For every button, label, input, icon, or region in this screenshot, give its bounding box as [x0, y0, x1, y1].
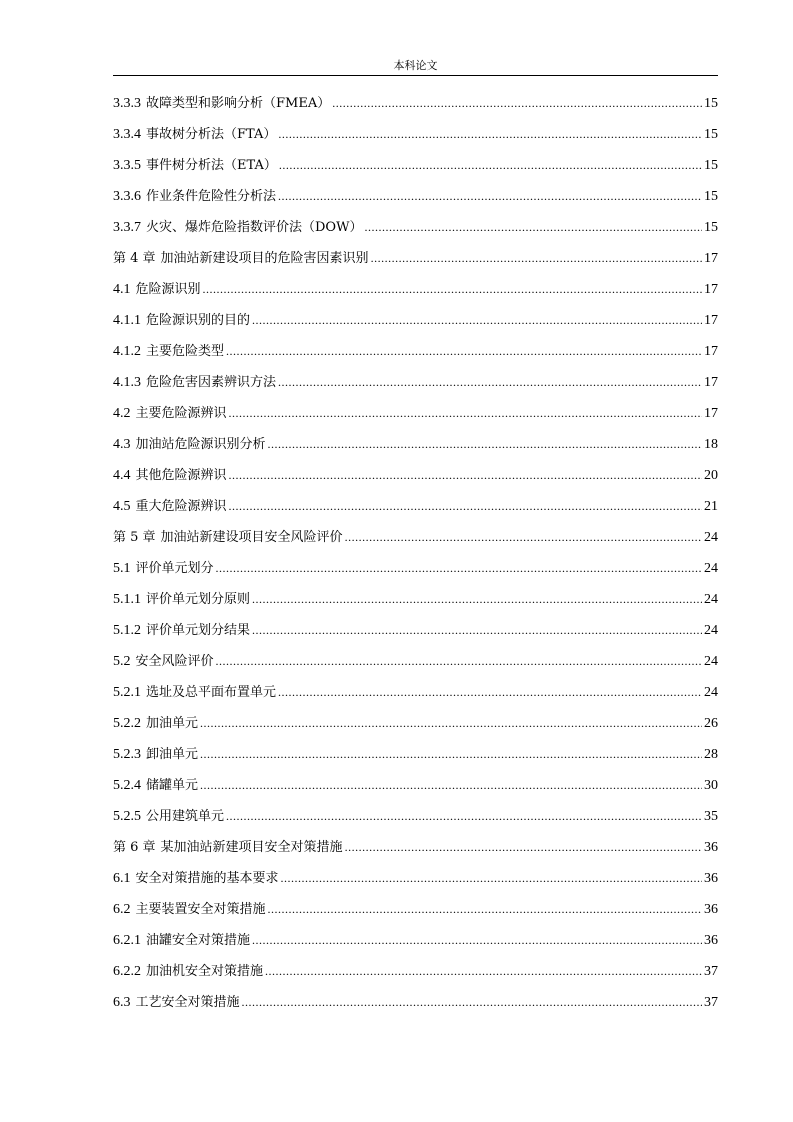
toc-entry-title: 作业条件危险性分析法 — [146, 189, 277, 204]
toc-leader-dots — [200, 708, 702, 739]
toc-leader-dots — [226, 801, 702, 832]
toc-entry-title: 其他危险源辨识 — [135, 468, 227, 483]
toc-entry-number: 第 4 章 — [113, 251, 156, 266]
toc-entry-title: 主要危险源辨识 — [135, 406, 227, 421]
toc-entry-page: 36 — [704, 902, 718, 917]
toc-entry-page: 28 — [704, 747, 718, 762]
toc-entry-title: 加油机安全对策措施 — [146, 964, 264, 979]
toc-entry-page: 17 — [704, 406, 718, 421]
toc-entry-page: 30 — [704, 778, 718, 793]
toc-entry-number: 4.2 — [113, 406, 131, 421]
toc-entry-page: 26 — [704, 716, 718, 731]
toc-leader-dots — [229, 460, 702, 491]
toc-entry[interactable] — [113, 429, 718, 460]
toc-entry[interactable] — [113, 646, 718, 677]
toc-entry-number: 3.3.6 — [113, 189, 141, 204]
toc-leader-dots — [278, 367, 702, 398]
toc-leader-dots — [268, 429, 702, 460]
toc-entry[interactable] — [113, 894, 718, 925]
toc-leader-dots — [216, 553, 702, 584]
toc-entry[interactable] — [113, 212, 718, 243]
toc-entry-number: 4.3 — [113, 437, 131, 452]
toc-entry-page: 17 — [704, 344, 718, 359]
toc-entry-page: 35 — [704, 809, 718, 824]
toc-entry-page: 15 — [704, 189, 718, 204]
toc-leader-dots — [216, 646, 702, 677]
toc-entry-page: 37 — [704, 964, 718, 979]
toc-entry-title: 火灾、爆炸危险指数评价法（DOW） — [146, 220, 363, 235]
toc-entry[interactable] — [113, 398, 718, 429]
page-header: 本科论文 — [393, 59, 438, 72]
toc-entry-number: 5.1.2 — [113, 623, 141, 638]
toc-entry[interactable] — [113, 150, 718, 181]
toc-entry-page: 15 — [704, 220, 718, 235]
toc-entry-number: 4.1.1 — [113, 313, 141, 328]
toc-entry[interactable] — [113, 274, 718, 305]
toc-entry[interactable] — [113, 956, 718, 987]
toc-entry-title: 卸油单元 — [146, 747, 199, 762]
toc-entry-page: 24 — [704, 623, 718, 638]
toc-entry[interactable] — [113, 491, 718, 522]
toc-entry-title: 主要装置安全对策措施 — [135, 902, 266, 917]
toc-entry[interactable] — [113, 770, 718, 801]
toc-entry-title: 某加油站新建项目安全对策措施 — [160, 840, 343, 855]
toc-entry-number: 5.2 — [113, 654, 131, 669]
toc-entry[interactable] — [113, 987, 718, 1018]
toc-entry-page: 18 — [704, 437, 718, 452]
toc-entry-number: 3.3.3 — [113, 96, 141, 111]
toc-entry-page: 15 — [704, 127, 718, 142]
toc-entry-page: 37 — [704, 995, 718, 1010]
toc-leader-dots — [345, 832, 702, 863]
toc-entry[interactable] — [113, 832, 718, 863]
toc-entry-title: 加油站新建设项目安全风险评价 — [160, 530, 343, 545]
toc-entry-title: 油罐安全对策措施 — [146, 933, 251, 948]
toc-entry-title: 储罐单元 — [146, 778, 199, 793]
toc-leader-dots — [229, 398, 702, 429]
toc-leader-dots — [364, 212, 702, 243]
toc-entry-page: 17 — [704, 251, 718, 266]
toc-entry[interactable] — [113, 708, 718, 739]
toc-entry-number: 6.3 — [113, 995, 131, 1010]
toc-entry[interactable] — [113, 553, 718, 584]
toc-entry-page: 20 — [704, 468, 718, 483]
toc-entry-title: 选址及总平面布置单元 — [146, 685, 277, 700]
toc-entry-page: 36 — [704, 933, 718, 948]
toc-entry-number: 6.2.1 — [113, 933, 141, 948]
toc-entry-page: 15 — [704, 158, 718, 173]
toc-leader-dots — [252, 584, 702, 615]
toc-entry[interactable] — [113, 243, 718, 274]
toc-entry-page: 24 — [704, 592, 718, 607]
toc-entry-number: 4.4 — [113, 468, 131, 483]
toc-entry-title: 工艺安全对策措施 — [135, 995, 240, 1010]
toc-leader-dots — [281, 863, 702, 894]
toc-entry-title: 主要危险类型 — [146, 344, 225, 359]
toc-leader-dots — [371, 243, 702, 274]
header-rule — [113, 75, 718, 76]
toc-entry-number: 3.3.7 — [113, 220, 141, 235]
toc-entry[interactable] — [113, 801, 718, 832]
toc-entry-page: 17 — [704, 375, 718, 390]
toc-entry-number: 5.2.3 — [113, 747, 141, 762]
toc-entry-number: 5.1 — [113, 561, 131, 576]
toc-leader-dots — [345, 522, 702, 553]
toc-leader-dots — [332, 88, 702, 119]
toc-leader-dots — [200, 739, 702, 770]
toc-entry-page: 36 — [704, 871, 718, 886]
toc-entry-number: 5.2.1 — [113, 685, 141, 700]
toc-entry-number: 5.1.1 — [113, 592, 141, 607]
toc-entry-number: 6.1 — [113, 871, 131, 886]
toc-entry-number: 5.2.2 — [113, 716, 141, 731]
toc-entry[interactable] — [113, 522, 718, 553]
toc-entry-page: 17 — [704, 313, 718, 328]
toc-entry-title: 评价单元划分原则 — [146, 592, 251, 607]
toc-entry-page: 36 — [704, 840, 718, 855]
table-of-contents — [113, 88, 718, 1018]
toc-leader-dots — [252, 925, 702, 956]
toc-entry[interactable] — [113, 615, 718, 646]
toc-entry[interactable] — [113, 181, 718, 212]
toc-entry-page: 21 — [704, 499, 718, 514]
toc-leader-dots — [242, 987, 702, 1018]
toc-entry-number: 4.1.2 — [113, 344, 141, 359]
toc-leader-dots — [278, 119, 702, 150]
toc-entry-page: 24 — [704, 561, 718, 576]
toc-entry[interactable] — [113, 584, 718, 615]
toc-entry-number: 3.3.5 — [113, 158, 141, 173]
toc-entry-title: 安全风险评价 — [135, 654, 214, 669]
toc-entry-number: 5.2.5 — [113, 809, 141, 824]
toc-entry-number: 6.2 — [113, 902, 131, 917]
toc-entry-title: 加油单元 — [146, 716, 199, 731]
toc-leader-dots — [229, 491, 702, 522]
toc-entry-number: 4.1 — [113, 282, 131, 297]
toc-entry-number: 6.2.2 — [113, 964, 141, 979]
toc-leader-dots — [200, 770, 702, 801]
toc-entry[interactable] — [113, 925, 718, 956]
toc-entry[interactable] — [113, 305, 718, 336]
toc-entry-title: 危险危害因素辨识方法 — [146, 375, 277, 390]
toc-entry-page: 24 — [704, 685, 718, 700]
toc-entry-page: 24 — [704, 530, 718, 545]
toc-entry[interactable] — [113, 336, 718, 367]
toc-leader-dots — [252, 615, 702, 646]
toc-entry-number: 5.2.4 — [113, 778, 141, 793]
toc-entry-title: 加油站新建设项目的危险害因素识别 — [160, 251, 369, 266]
toc-entry-title: 故障类型和影响分析（FMEA） — [146, 96, 331, 111]
toc-leader-dots — [279, 150, 702, 181]
toc-entry-title: 安全对策措施的基本要求 — [135, 871, 279, 886]
toc-leader-dots — [252, 305, 702, 336]
toc-entry-title: 事件树分析法（ETA） — [146, 158, 277, 173]
toc-entry-title: 事故树分析法（FTA） — [146, 127, 277, 142]
toc-entry[interactable] — [113, 367, 718, 398]
toc-entry[interactable] — [113, 88, 718, 119]
toc-entry-title: 危险源识别 — [135, 282, 201, 297]
toc-entry-number: 第 5 章 — [113, 530, 156, 545]
toc-entry-title: 公用建筑单元 — [146, 809, 225, 824]
toc-entry-number: 4.1.3 — [113, 375, 141, 390]
toc-entry-number: 3.3.4 — [113, 127, 141, 142]
toc-entry[interactable] — [113, 863, 718, 894]
toc-entry-page: 17 — [704, 282, 718, 297]
toc-entry[interactable] — [113, 119, 718, 150]
toc-entry-page: 24 — [704, 654, 718, 669]
toc-entry-title: 重大危险源辨识 — [135, 499, 227, 514]
toc-leader-dots — [226, 336, 702, 367]
toc-entry[interactable] — [113, 677, 718, 708]
toc-leader-dots — [268, 894, 702, 925]
toc-leader-dots — [278, 677, 702, 708]
toc-entry[interactable] — [113, 739, 718, 770]
toc-entry-page: 15 — [704, 96, 718, 111]
toc-entry-title: 危险源识别的目的 — [146, 313, 251, 328]
toc-entry-title: 加油站危险源识别分析 — [135, 437, 266, 452]
toc-entry[interactable] — [113, 460, 718, 491]
toc-entry-title: 评价单元划分 — [135, 561, 214, 576]
toc-entry-number: 4.5 — [113, 499, 131, 514]
toc-entry-number: 第 6 章 — [113, 840, 156, 855]
toc-leader-dots — [265, 956, 702, 987]
toc-leader-dots — [278, 181, 702, 212]
toc-leader-dots — [203, 274, 702, 305]
toc-entry-title: 评价单元划分结果 — [146, 623, 251, 638]
